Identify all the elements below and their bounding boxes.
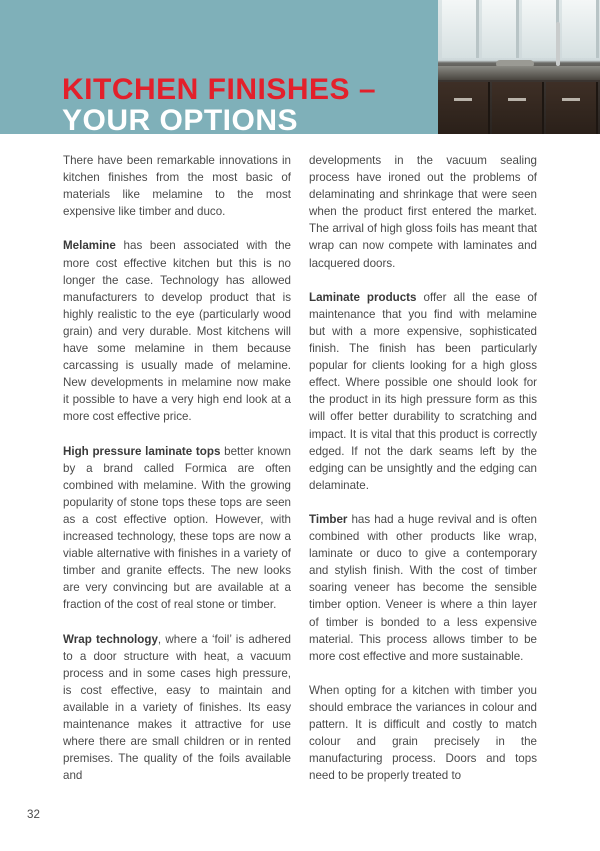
window-pane: [562, 0, 599, 58]
laminate-tops-text: better known by a brand called Formica are often combined with melamine. With the growing popularity of stone tops these tops are seen as a cost effective option. However, with increased technology, these tops are now a viable alternative with finishes in a variety of timber and granite effects. The new looks are very convincing but are available at a fraction of the cost of real stone or timber.: [63, 444, 291, 612]
laminate-products-term: Laminate products: [309, 290, 417, 304]
wrap-text: , where a ‘foil’ is adhered to a door structure with heat, a vacuum process and in some cases high pressure, is cost effective, easy to maintain and available in a variety of finishes. Its easy maintenance makes it attractive for use where there are small children or in rented premises. The quality of the foils available and: [63, 632, 291, 783]
cabinet-handle: [454, 98, 472, 101]
continuation-paragraph: developments in the vacuum sealing process have ironed out the problems of delaminating and shrinkage that were seen when the product first entered the market. The arrival of high gloss foils has meant that wrap can now compete with laminates and lacquered doors.: [309, 154, 537, 270]
melamine-paragraph: [63, 237, 291, 425]
timber-paragraph: [309, 511, 537, 665]
right-column: [309, 152, 537, 802]
intro-paragraph: There have been remarkable innovations in kitchen finishes from the most basic of materials like melamine to the most expensive like timber and duco.: [63, 154, 291, 219]
laminate-tops-term: High pressure laminate tops: [63, 444, 221, 458]
timber-term: Timber: [309, 512, 348, 526]
wrap-paragraph: [63, 631, 291, 785]
laminate-tops-paragraph: [63, 443, 291, 614]
cabinet-handle: [562, 98, 580, 101]
window-pane: [482, 0, 519, 58]
window-pane: [522, 0, 559, 58]
cabinet-door: [492, 82, 544, 134]
title-line-2: YOUR OPTIONS: [62, 104, 299, 137]
title-line-1: KITCHEN FINISHES –: [62, 73, 377, 106]
melamine-text: has been associated with the more cost effective kitchen but this is no longer the case. Technology has allowed manufacturers to develop product that is highly realistic to the eye (particularly wood grain) and very durable. Most kitchens will have some melamine in them because carcassing is usually made of melamine. New developments in melamine now make it possible to have a very high end look at a more cost effective price.: [63, 239, 291, 424]
left-column: [63, 152, 291, 802]
cabinet-handle: [508, 98, 526, 101]
closing-paragraph: When opting for a kitchen with timber you should embrace the variances in colour and pattern. It is difficult and costly to match colour and grain precisely in the manufacturing process. Doors and tops need to be properly treated to: [309, 683, 537, 783]
wrap-term: Wrap technology: [63, 632, 158, 646]
benchtop: [438, 66, 600, 80]
window-pane: [442, 0, 479, 58]
cabinet-door: [546, 82, 598, 134]
timber-text: has had a huge revival and is often combined with other products like wrap, laminate or duco to give a contemporary and stylish finish. With the cost of timber soaring veneer has become the sensible timber option. Veneer is where a thin layer of timber is bonded to a less expensive material. This process allows timber to be more cost effective and more sustainable.: [309, 512, 537, 663]
page-number: 32: [27, 808, 40, 821]
tap: [556, 22, 560, 66]
page-title: [62, 74, 376, 136]
melamine-term: Melamine: [63, 239, 116, 253]
cabinet-door: [438, 82, 490, 134]
laminate-products-text: offer all the ease of maintenance that you find with melamine but with a more expensive, sophisticated finish. The finish has been particularly popular for clients looking for a high gloss effect. Where possible one should look for the product in its high pressure form as this will offer better durability to scratching and impact. It is vital that this product is correctly edged. If not the dark seams left by the edging can be unsightly and the edging can delaminate.: [309, 290, 538, 492]
kitchen-photo: [438, 0, 600, 134]
laminate-products-paragraph: [309, 289, 537, 494]
